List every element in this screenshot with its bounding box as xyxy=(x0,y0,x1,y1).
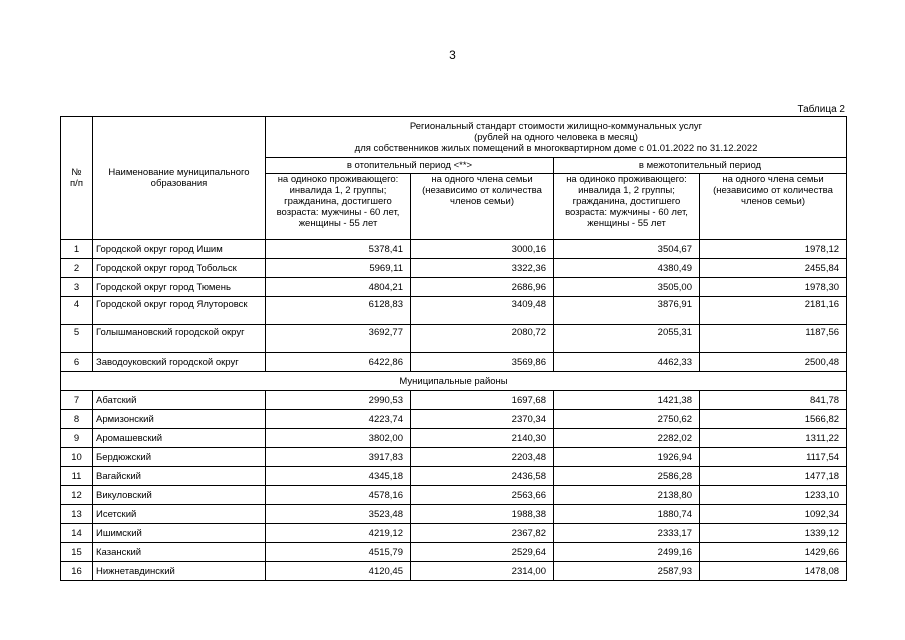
row-number: 12 xyxy=(61,486,93,505)
municipality-name: Городской округ город Ишим xyxy=(93,240,266,259)
heating-single-value: 4223,74 xyxy=(266,410,411,429)
municipality-name: Вагайский xyxy=(93,467,266,486)
table-row xyxy=(61,562,847,581)
row-number: 11 xyxy=(61,467,93,486)
non-heating-single-value: 2587,93 xyxy=(554,562,700,581)
heating-family-value: 1988,38 xyxy=(411,505,554,524)
heating-single-value: 3523,48 xyxy=(266,505,411,524)
municipality-name: Заводоуковский городской округ xyxy=(93,353,266,372)
municipality-name: Ишимский xyxy=(93,524,266,543)
non-heating-family-value: 2500,48 xyxy=(700,353,847,372)
table-caption: Таблица 2 xyxy=(797,104,845,115)
heating-single-value: 4804,21 xyxy=(266,278,411,297)
row-number: 9 xyxy=(61,429,93,448)
row-number: 13 xyxy=(61,505,93,524)
non-heating-family-value: 1187,56 xyxy=(700,325,847,353)
header-heating-family: на одного члена семьи (независимо от количества членов семьи) xyxy=(411,174,554,240)
non-heating-single-value: 4462,33 xyxy=(554,353,700,372)
page-number: 3 xyxy=(449,48,456,62)
row-number: 5 xyxy=(61,325,93,353)
header-non-heating-family: на одного члена семьи (независимо от количества членов семьи) xyxy=(700,174,847,240)
row-number: 15 xyxy=(61,543,93,562)
table-row xyxy=(61,448,847,467)
header-heating-period: в отопительный период <**> xyxy=(266,158,554,174)
non-heating-single-value: 2138,80 xyxy=(554,486,700,505)
heating-single-value: 6422,86 xyxy=(266,353,411,372)
municipality-name: Городской округ город Тюмень xyxy=(93,278,266,297)
table-row xyxy=(61,505,847,524)
non-heating-family-value: 1092,34 xyxy=(700,505,847,524)
heating-single-value: 4120,45 xyxy=(266,562,411,581)
table-row xyxy=(61,325,847,353)
non-heating-single-value: 1880,74 xyxy=(554,505,700,524)
header-non-heating-single: на одиноко проживающего: инвалида 1, 2 группы; гражданина, достигшего возраста: мужчины - 60 лет, женщины - 55 лет xyxy=(554,174,700,240)
row-number: 7 xyxy=(61,391,93,410)
table-row xyxy=(61,429,847,448)
row-number: 16 xyxy=(61,562,93,581)
heating-single-value: 2990,53 xyxy=(266,391,411,410)
standard-title-line-2: (рублей на одного человека в месяц) xyxy=(474,131,638,143)
non-heating-family-value: 1117,54 xyxy=(700,448,847,467)
non-heating-family-value: 1978,30 xyxy=(700,278,847,297)
row-number: 4 xyxy=(61,297,93,325)
heating-single-value: 4345,18 xyxy=(266,467,411,486)
non-heating-family-value: 1233,10 xyxy=(700,486,847,505)
table-row xyxy=(61,353,847,372)
non-heating-single-value: 2333,17 xyxy=(554,524,700,543)
non-heating-family-value: 1566,82 xyxy=(700,410,847,429)
municipality-name: Армизонский xyxy=(93,410,266,429)
section-title-municipal-districts: Муниципальные районы xyxy=(61,372,847,391)
row-number: 1 xyxy=(61,240,93,259)
heating-family-value: 2370,34 xyxy=(411,410,554,429)
non-heating-single-value: 2282,02 xyxy=(554,429,700,448)
non-heating-family-value: 1978,12 xyxy=(700,240,847,259)
non-heating-family-value: 1339,12 xyxy=(700,524,847,543)
heating-family-value: 2563,66 xyxy=(411,486,554,505)
table-row xyxy=(61,240,847,259)
heating-single-value: 5378,41 xyxy=(266,240,411,259)
table-row xyxy=(61,486,847,505)
heating-family-value: 2080,72 xyxy=(411,325,554,353)
table-row xyxy=(61,278,847,297)
row-number: 14 xyxy=(61,524,93,543)
heating-single-value: 6128,83 xyxy=(266,297,411,325)
heating-family-value: 2529,64 xyxy=(411,543,554,562)
table-row xyxy=(61,297,847,325)
heating-single-value: 4578,16 xyxy=(266,486,411,505)
non-heating-family-value: 1429,66 xyxy=(700,543,847,562)
table-row xyxy=(61,467,847,486)
table-row xyxy=(61,543,847,562)
municipality-name: Казанский xyxy=(93,543,266,562)
municipality-name: Викуловский xyxy=(93,486,266,505)
header-standard-title xyxy=(266,117,847,158)
municipality-name: Бердюжский xyxy=(93,448,266,467)
non-heating-single-value: 4380,49 xyxy=(554,259,700,278)
non-heating-single-value: 2055,31 xyxy=(554,325,700,353)
non-heating-single-value: 3876,91 xyxy=(554,297,700,325)
non-heating-single-value: 3504,67 xyxy=(554,240,700,259)
section-row xyxy=(61,372,847,391)
heating-family-value: 2203,48 xyxy=(411,448,554,467)
table-row xyxy=(61,259,847,278)
municipality-name: Нижнетавдинский xyxy=(93,562,266,581)
standard-title-line-3: для собственников жилых помещений в многоквартирном доме с 01.01.2022 по 31.12.2022 xyxy=(354,142,758,154)
non-heating-family-value: 2181,16 xyxy=(700,297,847,325)
table-row xyxy=(61,391,847,410)
heating-family-value: 2314,00 xyxy=(411,562,554,581)
non-heating-single-value: 2499,16 xyxy=(554,543,700,562)
header-non-heating-period: в межотопительный период xyxy=(554,158,847,174)
cost-standard-table xyxy=(60,116,847,581)
non-heating-single-value: 2586,28 xyxy=(554,467,700,486)
heating-family-value: 3000,16 xyxy=(411,240,554,259)
standard-title-line-1: Региональный стандарт стоимости жилищно-коммунальных услуг xyxy=(409,120,703,132)
heating-family-value: 1697,68 xyxy=(411,391,554,410)
row-number: 8 xyxy=(61,410,93,429)
heating-single-value: 3917,83 xyxy=(266,448,411,467)
heating-family-value: 3569,86 xyxy=(411,353,554,372)
municipality-name: Абатский xyxy=(93,391,266,410)
non-heating-single-value: 3505,00 xyxy=(554,278,700,297)
heating-family-value: 2140,30 xyxy=(411,429,554,448)
header-number: № п/п xyxy=(61,117,93,240)
heating-single-value: 3802,00 xyxy=(266,429,411,448)
non-heating-family-value: 2455,84 xyxy=(700,259,847,278)
heating-family-value: 2436,58 xyxy=(411,467,554,486)
non-heating-family-value: 1478,08 xyxy=(700,562,847,581)
heating-family-value: 2367,82 xyxy=(411,524,554,543)
heating-single-value: 4219,12 xyxy=(266,524,411,543)
municipality-name: Городской округ город Тобольск xyxy=(93,259,266,278)
non-heating-family-value: 1311,22 xyxy=(700,429,847,448)
heating-single-value: 4515,79 xyxy=(266,543,411,562)
non-heating-family-value: 841,78 xyxy=(700,391,847,410)
row-number: 10 xyxy=(61,448,93,467)
non-heating-single-value: 2750,62 xyxy=(554,410,700,429)
heating-single-value: 5969,11 xyxy=(266,259,411,278)
header-municipality-name: Наименование муниципального образования xyxy=(93,117,266,240)
heating-family-value: 3322,36 xyxy=(411,259,554,278)
municipality-name: Аромашевский xyxy=(93,429,266,448)
table-row xyxy=(61,524,847,543)
row-number: 2 xyxy=(61,259,93,278)
non-heating-family-value: 1477,18 xyxy=(700,467,847,486)
header-heating-single: на одиноко проживающего: инвалида 1, 2 группы; гражданина, достигшего возраста: мужчины - 60 лет, женщины - 55 лет xyxy=(266,174,411,240)
municipality-name: Голышмановский городской округ xyxy=(93,325,266,353)
municipality-name: Исетский xyxy=(93,505,266,524)
municipality-name: Городской округ город Ялуторовск xyxy=(93,297,266,325)
table-row xyxy=(61,410,847,429)
heating-family-value: 2686,96 xyxy=(411,278,554,297)
non-heating-single-value: 1926,94 xyxy=(554,448,700,467)
non-heating-single-value: 1421,38 xyxy=(554,391,700,410)
heating-single-value: 3692,77 xyxy=(266,325,411,353)
heating-family-value: 3409,48 xyxy=(411,297,554,325)
row-number: 3 xyxy=(61,278,93,297)
row-number: 6 xyxy=(61,353,93,372)
